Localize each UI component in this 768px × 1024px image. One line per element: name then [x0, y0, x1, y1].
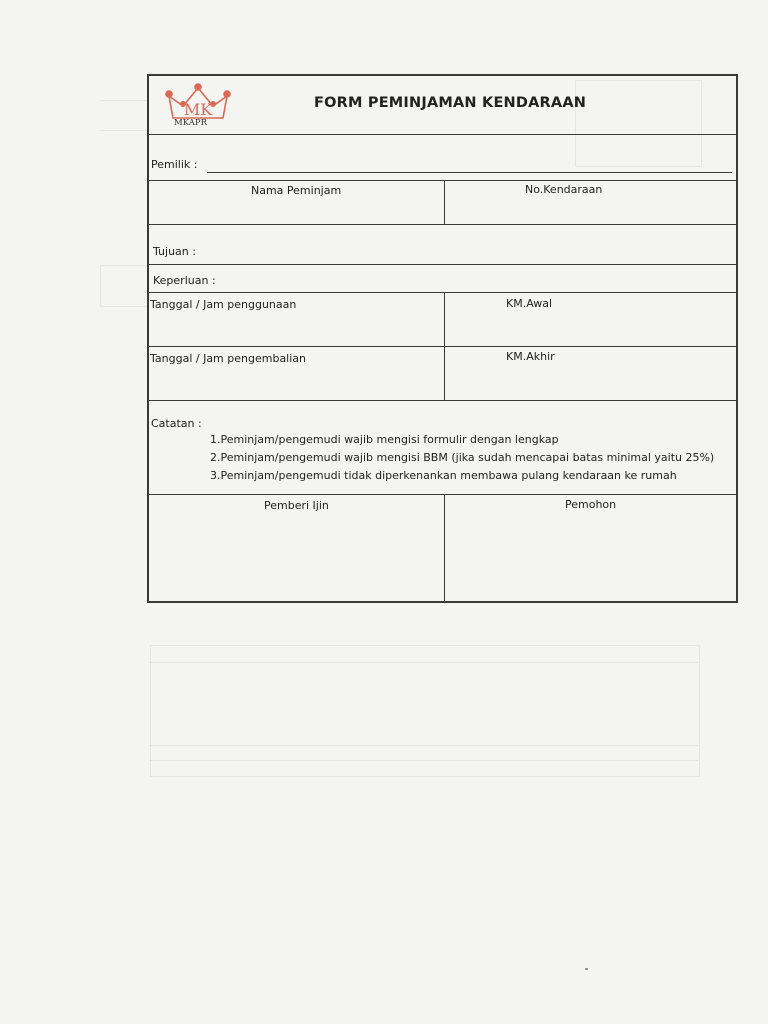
pemohon-signature-field[interactable]: [445, 512, 736, 602]
note-item: 1.Peminjam/pengemudi wajib mengisi formulir dengan lengkap: [210, 433, 559, 446]
divider: [149, 494, 736, 495]
keperluan-field[interactable]: [149, 266, 736, 292]
bleed-through-box: [150, 645, 700, 777]
note-item: 3.Peminjam/pengemudi tidak diperkenankan membawa pulang kendaraan ke rumah: [210, 469, 677, 482]
nama-peminjam-field[interactable]: [149, 196, 736, 224]
divider: [149, 292, 736, 293]
no-kendaraan-header: No.Kendaraan: [525, 183, 603, 196]
logo-name: MKAPR: [174, 118, 207, 128]
logo-monogram: MK: [183, 100, 213, 119]
km-awal-label: KM.Awal: [506, 297, 553, 310]
scan-speck: [585, 968, 588, 970]
divider: [149, 180, 736, 181]
vehicle-loan-form: [147, 74, 738, 603]
pemohon-label: Pemohon: [565, 498, 617, 511]
divider: [149, 346, 736, 347]
bleed-through-line: [100, 100, 148, 101]
km-akhir-label: KM.Akhir: [506, 350, 555, 363]
divider: [149, 134, 736, 135]
pemberi-ijin-label: Pemberi Ijin: [264, 499, 329, 512]
catatan-label: Catatan :: [151, 417, 202, 430]
pemilik-field[interactable]: [207, 172, 732, 173]
divider: [149, 224, 736, 225]
bleed-through-line: [150, 662, 698, 663]
nama-peminjam-header: Nama Peminjam: [251, 184, 342, 197]
pemilik-label: Pemilik :: [151, 158, 198, 171]
divider: [149, 264, 736, 265]
bleed-through-box: [100, 265, 148, 307]
keperluan-label: Keperluan :: [153, 274, 216, 287]
bleed-through-line: [150, 760, 698, 761]
tanggal-pengembalian-label: Tanggal / Jam pengembalian: [150, 352, 307, 365]
note-item: 2.Peminjam/pengemudi wajib mengisi BBM (jika sudah mencapai batas minimal yaitu 25%): [210, 451, 715, 464]
tujuan-label: Tujuan :: [153, 245, 196, 258]
tanggal-penggunaan-label: Tanggal / Jam penggunaan: [150, 298, 297, 311]
bleed-through-line: [150, 745, 698, 746]
form-title: FORM PEMINJAMAN KENDARAAN: [314, 95, 587, 111]
pemberi-ijin-signature-field[interactable]: [149, 512, 443, 602]
bleed-through-line: [100, 130, 148, 131]
tujuan-field[interactable]: [149, 226, 736, 264]
divider: [149, 400, 736, 401]
